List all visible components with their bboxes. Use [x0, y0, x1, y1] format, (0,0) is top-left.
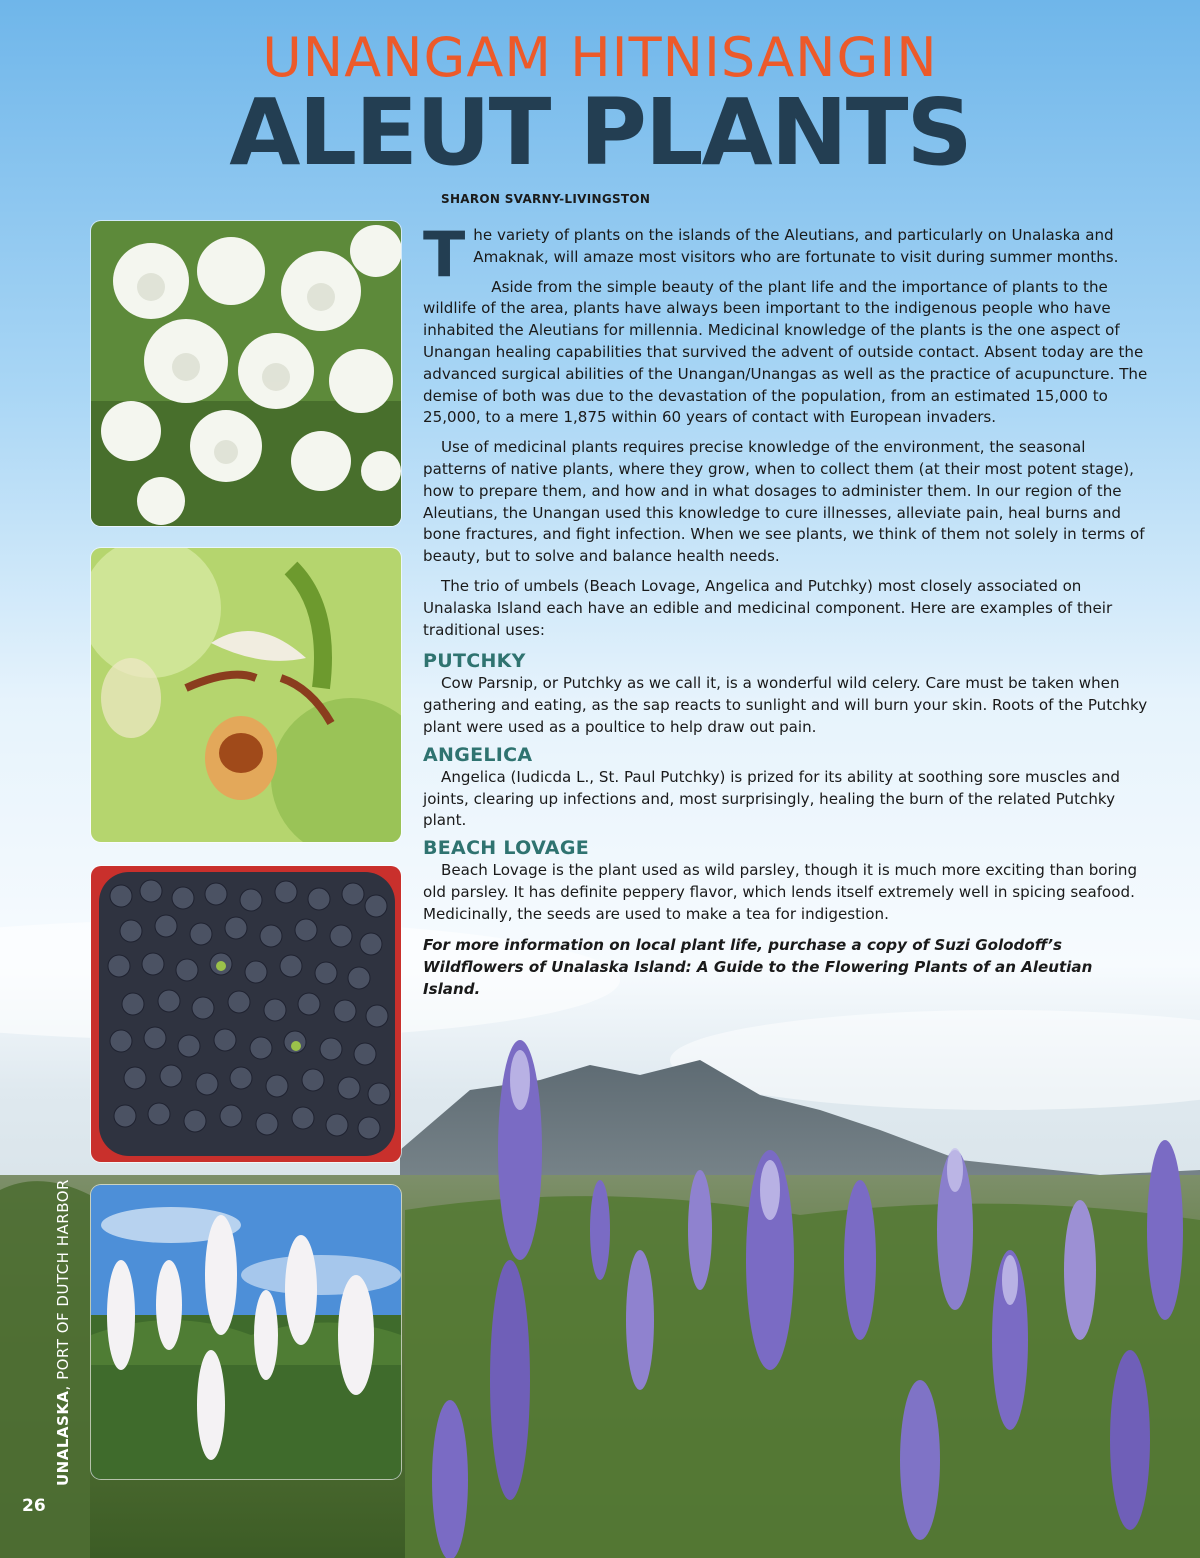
intro-text: he variety of plants on the islands of the Aleutians, and particularly on Unalaska and Amaknak, will amaze most visitors who are fortunate to visit during summer months.	[473, 226, 1119, 266]
publication-side-label	[54, 1179, 72, 1486]
publication-name-rest: , PORT OF DUTCH HARBOR	[54, 1179, 72, 1391]
body-paragraph: The trio of umbels (Beach Lovage, Angelica and Putchky) most closely associated on Unalaska Island each have an edible and medicinal component. Here are examples of their traditional uses:	[423, 576, 1113, 639]
body-paragraph: Aside from the simple beauty of the plant life and the importance of plants to the wildlife of the area, plants have always been important to the indigenous people who have inhabited the Aleutians for millennia. Medicinal knowledge of the plants is the one aspect of Unangan healing capabilities that survived the advent of outside contact. Absent today are the advanced surgical abilities of the Unangan/Unangas as well as the practice of acupuncture. The demise of both was due to the devastation of the population, from an estimated 15,000 to 25,000, to a mere 1,875 within 60 years of contact with European invaders.	[423, 277, 1148, 427]
body-paragraph: Use of medicinal plants requires precise knowledge of the environment, the seasonal patterns of native plants, where they grow, when to collect them (at their most potent stage), how to prepare them, and how and in what dosages to administer them. In our region of the Aleutians, the Unangan used this knowledge to cure illnesses, alleviate pain, heal burns and bone fractures, and fight infection. When we see plants, we think of them not solely in terms of beauty, but to solve and balance health needs.	[423, 438, 1145, 566]
section-heading-angelica: ANGELICA	[423, 743, 533, 766]
drop-cap: T	[423, 218, 466, 291]
page-number: 26	[22, 1496, 46, 1516]
section-text-beach-lovage: Beach Lovage is the plant used as wild parsley, though it is much more exciting than boring old parsley. It has definite peppery flavor, which lends itself extremely well in spicing seafood. Medicinally, the seeds are used to make a tea for indigestion.	[423, 861, 1138, 923]
title-english: ALEUT PLANTS	[229, 79, 971, 186]
section-text-angelica: Angelica (Iudicda L., St. Paul Putchky) is prized for its ability at soothing sore muscles and joints, clearing up infections and, most surprisingly, healing the burn of the related Putchky plant.	[423, 767, 1120, 830]
closing-note: For more information on local plant life, purchase a copy of Suzi Golodoff’s Wildflowers of Unalaska Island: A Guide to the Flowering Plants of an Aleutian Island.	[423, 935, 1093, 998]
section-text-putchky: Cow Parsnip, or Putchky as we call it, is a wonderful wild celery. Care must be taken when gathering and eating, as the sap reacts to sunlight and will burn your skin. Roots of the Putchky plant were used as a poultice to help draw out pain.	[423, 674, 1148, 736]
intro-paragraph	[423, 218, 1153, 291]
article-body	[423, 218, 1153, 1008]
photo-ladys-slipper-orchid	[91, 548, 401, 842]
photo-white-umbel-flowers	[91, 221, 401, 526]
section-heading-beach-lovage: BEACH LOVAGE	[423, 837, 589, 860]
section-heading-putchky: PUTCHKY	[423, 650, 526, 673]
photo-blueberries	[91, 866, 401, 1162]
photo-white-lupines	[91, 1185, 401, 1479]
title-native: UNANGAM HITNISANGIN	[262, 26, 938, 89]
publication-name-bold: UNALASKA	[54, 1390, 72, 1486]
byline: SHARON SVARNY-LIVINGSTON	[441, 192, 651, 206]
